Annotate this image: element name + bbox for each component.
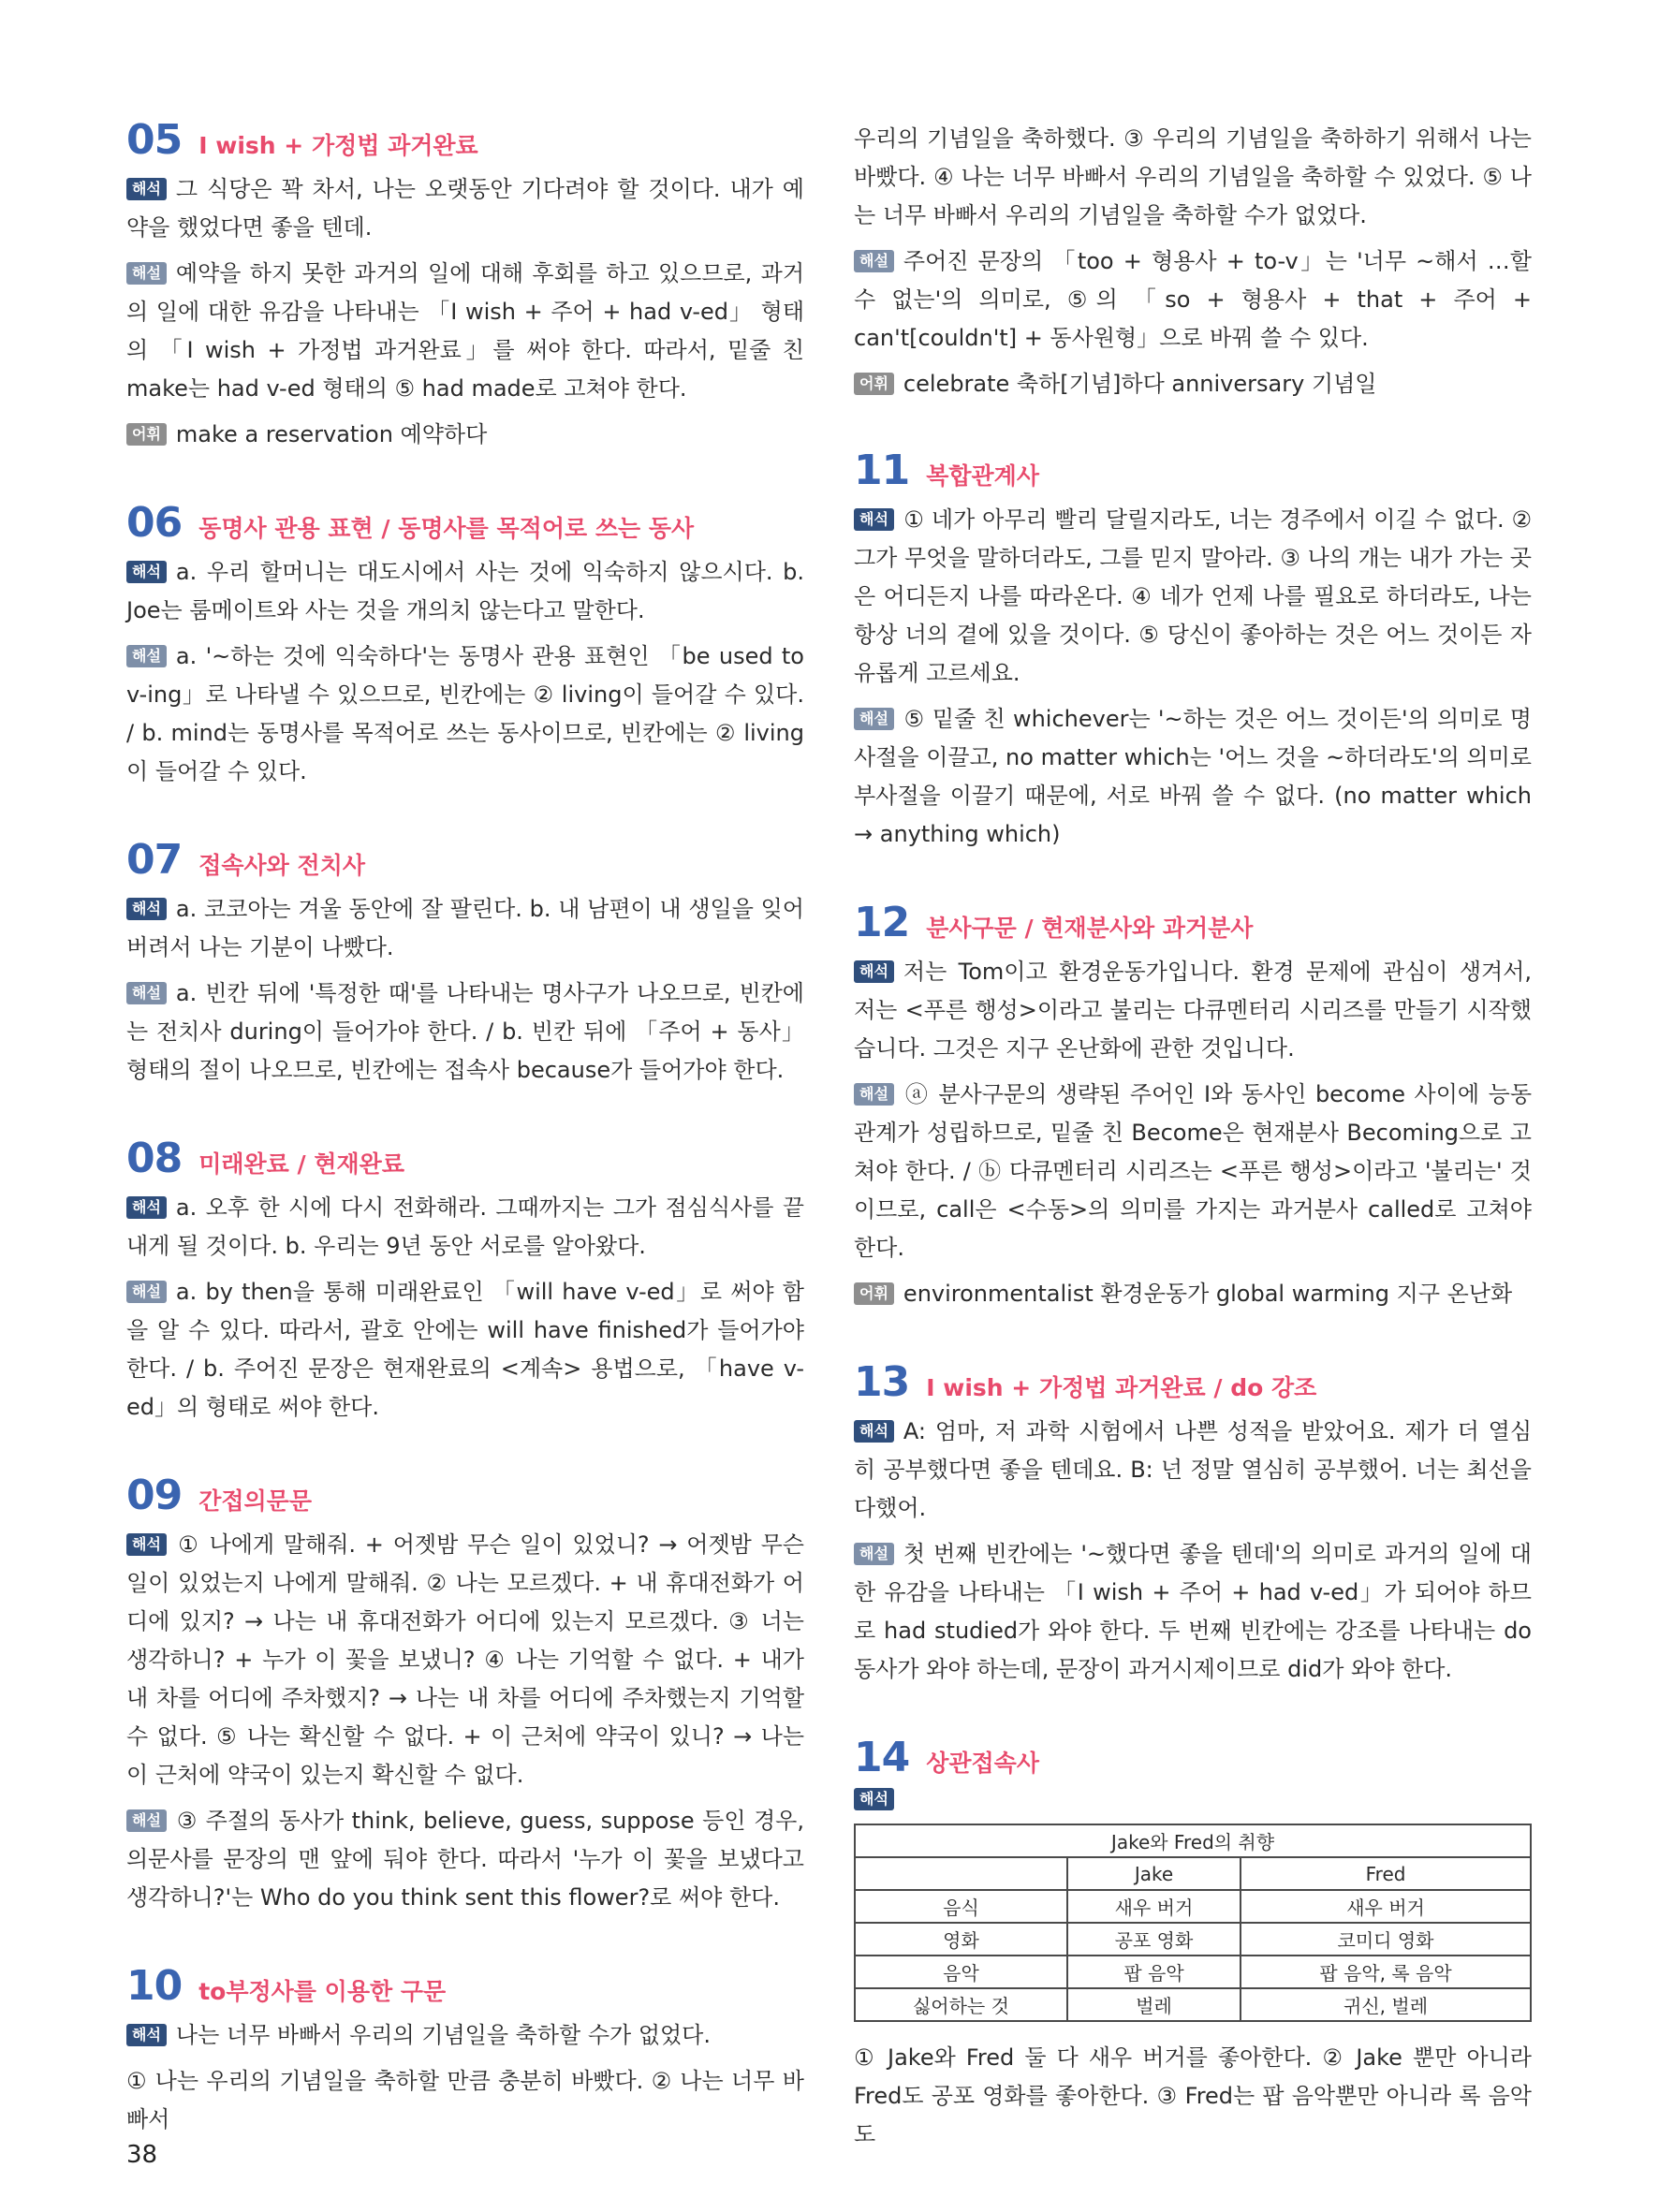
section-09 bbox=[126, 1472, 804, 1917]
label-eohwi: 어휘 bbox=[854, 373, 894, 395]
section-title: to부정사를 이용한 구문 bbox=[198, 1978, 447, 2005]
label-haeseol: 해설 bbox=[854, 1543, 894, 1565]
section-number: 14 bbox=[854, 1734, 910, 1781]
translation bbox=[126, 1189, 804, 1266]
explanation bbox=[126, 255, 804, 408]
section-header bbox=[126, 116, 804, 164]
label-haeseok: 해석 bbox=[854, 508, 894, 531]
explanation bbox=[126, 974, 804, 1090]
table-cell: 음악 bbox=[855, 1956, 1067, 1988]
section-title: 간접의문문 bbox=[198, 1487, 312, 1515]
section-13 bbox=[854, 1358, 1532, 1689]
explanation-text: 첫 번째 빈칸에는 '~했다면 좋을 텐데'의 의미로 과거의 일에 대한 유감을 나타내는 「I wish + 주어 + had v-ed」가 되어야 하므로 had studied가 와야 한다. 두 번째 빈칸에는 강조를 나타내는 do동사가 와야 하는데, 문장이 과거시제이므로 did가 와야 한다. bbox=[854, 1541, 1532, 1682]
translation-text: A: 엄마, 저 과학 시험에서 나쁜 성적을 받았어요. 제가 더 열심히 공부했다면 좋을 텐데요. B: 넌 정말 열심히 공부했어. 너는 최선을 다했어. bbox=[854, 1418, 1532, 1521]
table-cell: 코미디 영화 bbox=[1241, 1923, 1531, 1956]
translation-text: 저는 Tom이고 환경운동가입니다. 환경 문제에 관심이 생겨서, 저는 <푸른 행성>이라고 불리는 다큐멘터리 시리즈를 만들기 시작했습니다. 그것은 지구 온난화에 관한 것입니다. bbox=[854, 959, 1532, 1062]
section-14 bbox=[854, 1734, 1532, 2154]
label-haeseol: 해설 bbox=[126, 262, 167, 285]
label-haeseok: 해석 bbox=[126, 1533, 167, 1556]
explanation-text: ⑤ 밑줄 친 whichever는 '~하는 것은 어느 것이든'의 의미로 명사절을 이끌고, no matter which는 '어느 것을 ~하더라도'의 의미로 부사절을 이끌기 때문에, 서로 바꿔 쓸 수 없다. (no matter which → anything which) bbox=[854, 706, 1532, 847]
section-title: 미래완료 / 현재완료 bbox=[198, 1150, 404, 1178]
section-number: 07 bbox=[126, 836, 183, 884]
vocab bbox=[854, 1275, 1532, 1313]
section-header bbox=[126, 1135, 804, 1182]
section-07 bbox=[126, 836, 804, 1090]
explanation bbox=[854, 1535, 1532, 1689]
label-eohwi: 어휘 bbox=[854, 1282, 894, 1305]
vocab-text: celebrate 축하[기념]하다 anniversary 기념일 bbox=[903, 371, 1377, 397]
label-haeseok: 해석 bbox=[126, 2024, 167, 2046]
vocab-text: make a reservation 예약하다 bbox=[175, 421, 488, 447]
explanation-text: a. '~하는 것에 익숙하다'는 동명사 관용 표현인 「be used to v-ing」로 나타낼 수 있으므로, 빈칸에는 ② living이 들어갈 수 있다. / b. mind는 동명사를 목적어로 쓰는 동사이므로, 빈칸에는 ② living이 들어갈 수 있다. bbox=[126, 643, 804, 784]
translation-options: ① 나는 우리의 기념일을 축하할 만큼 충분히 바빴다. ② 나는 너무 바빠서 bbox=[126, 2068, 804, 2132]
translation-text: ① 네가 아무리 빨리 달릴지라도, 너는 경주에서 이길 수 없다. ② 그가 무엇을 말하더라도, 그를 믿지 말아라. ③ 나의 개는 내가 가는 곳은 어디든지 나를 따라온다. ④ 네가 언제 나를 필요로 하더라도, 나는 항상 너의 곁에 있을 것이다. ⑤ 당신이 좋아하는 것은 어느 것이든 자유롭게 고르세요. bbox=[854, 506, 1532, 686]
section-10 bbox=[126, 1962, 804, 2139]
section-header bbox=[854, 1358, 1532, 1406]
haeseok-label-row bbox=[854, 1788, 1532, 1810]
translation-text: ① 나에게 말해줘. + 어젯밤 무슨 일이 있었니? → 어젯밤 무슨 일이 있었는지 나에게 말해줘. ② 나는 모르겠다. + 내 휴대전화가 어디에 있지? → 나는 내 휴대전화가 어디에 있는지 모르겠다. ③ 너는 생각하니? + 누가 이 꽃을 보냈니? ④ 나는 기억할 수 없다. + 내가 내 차를 어디에 주차했지? → 나는 내 차를 어디에 주차했는지 기억할 수 없다. ⑤ 나는 확신할 수 없다. + 이 근처에 약국이 있니? → 나는 이 근처에 약국이 있는지 확신할 수 없다. bbox=[126, 1531, 804, 1788]
explanation bbox=[854, 1076, 1532, 1267]
explanation-text: a. by then을 통해 미래완료인 「will have v-ed」로 써야 함을 알 수 있다. 따라서, 괄호 안에는 will have finished가 들어가야 한다. / b. 주어진 문장은 현재완료의 <계속> 용법으로, 「have v-ed」의 형태로 써야 한다. bbox=[126, 1279, 804, 1420]
translation bbox=[126, 553, 804, 630]
options-text: ① Jake와 Fred 둘 다 새우 버거를 좋아한다. ② Jake 뿐만 아니라 Fred도 공포 영화를 좋아한다. ③ Fred는 팝 음악뿐만 아니라 록 음악도 bbox=[854, 2044, 1532, 2147]
vocab bbox=[126, 416, 804, 454]
explanation-text: 예약을 하지 못한 과거의 일에 대해 후회를 하고 있으므로, 과거의 일에 대한 유감을 나타내는 「I wish + 주어 + had v-ed」 형태의 「I wish + 가정법 과거완료」를 써야 한다. 따라서, 밑줄 친 make는 had v-ed 형태의 ⑤ had made로 고쳐야 한다. bbox=[126, 260, 804, 402]
table-cell: 새우 버거 bbox=[1241, 1890, 1531, 1923]
translation bbox=[126, 2016, 804, 2055]
explanation bbox=[126, 1273, 804, 1427]
section-title: 동명사 관용 표현 / 동명사를 목적어로 쓰는 동사 bbox=[198, 515, 695, 542]
section-11 bbox=[854, 447, 1532, 854]
section-title: I wish + 가정법 과거완료 / do 강조 bbox=[926, 1374, 1317, 1401]
left-column bbox=[126, 116, 804, 2188]
label-haeseok: 해석 bbox=[126, 898, 167, 920]
table-cell: 귀신, 벌레 bbox=[1241, 1988, 1531, 2021]
section-title: 접속사와 전치사 bbox=[198, 852, 365, 879]
page-number: 38 bbox=[126, 2141, 158, 2169]
translation-text: a. 오후 한 시에 다시 전화해라. 그때까지는 그가 점심식사를 끝내게 될 것이다. b. 우리는 9년 동안 서로를 알아왔다. bbox=[126, 1194, 804, 1259]
label-haeseol: 해설 bbox=[126, 982, 167, 1004]
label-haeseok: 해석 bbox=[854, 960, 894, 983]
section-08 bbox=[126, 1135, 804, 1427]
table-row bbox=[855, 1890, 1531, 1923]
table-cell: 새우 버거 bbox=[1067, 1890, 1241, 1923]
table-cell: 싫어하는 것 bbox=[855, 1988, 1067, 2021]
section-number: 09 bbox=[126, 1472, 183, 1519]
section-10-continued bbox=[854, 120, 1532, 403]
section-title: 분사구문 / 현재분사와 과거분사 bbox=[926, 915, 1254, 942]
table-cell: 영화 bbox=[855, 1923, 1067, 1956]
table-caption: Jake와 Fred의 취향 bbox=[855, 1824, 1531, 1857]
table-row bbox=[855, 1956, 1531, 1988]
label-haeseol: 해설 bbox=[126, 1281, 167, 1303]
translation-text: a. 우리 할머니는 대도시에서 사는 것에 익숙하지 않으시다. b. Joe는 룸메이트와 사는 것을 개의치 않는다고 말한다. bbox=[126, 559, 804, 623]
translation bbox=[854, 1413, 1532, 1528]
label-eohwi: 어휘 bbox=[126, 423, 167, 446]
translation-continued: 우리의 기념일을 축하했다. ③ 우리의 기념일을 축하하기 위해서 나는 바빴다. ④ 나는 너무 바빠서 우리의 기념일을 축하할 수 있었다. ⑤ 나는 너무 바빠서 우리의 기념일을 축하할 수가 없었다. bbox=[854, 125, 1532, 228]
preference-table bbox=[854, 1824, 1532, 2022]
explanation bbox=[126, 1802, 804, 1917]
table-cell: 벌레 bbox=[1067, 1988, 1241, 2021]
section-number: 06 bbox=[126, 499, 183, 547]
label-haeseok: 해석 bbox=[126, 1196, 167, 1219]
label-haeseok: 해석 bbox=[854, 1788, 894, 1810]
preference-table-wrap bbox=[854, 1824, 1532, 2022]
explanation-text: ③ 주절의 동사가 think, believe, guess, suppose 등인 경우, 의문사를 문장의 맨 앞에 둬야 한다. 따라서 '누가 이 꽃을 보냈다고 생각하니?'는 Who do you think sent this flower?로 써야 한다. bbox=[126, 1808, 804, 1911]
translation bbox=[126, 1526, 804, 1795]
section-06 bbox=[126, 499, 804, 791]
header-cell: Jake bbox=[1067, 1857, 1241, 1890]
translation bbox=[854, 501, 1532, 693]
table-cell: 공포 영화 bbox=[1067, 1923, 1241, 1956]
section-title: 복합관계사 bbox=[926, 462, 1039, 490]
section-title: 상관접속사 bbox=[926, 1750, 1039, 1777]
right-column bbox=[854, 120, 1532, 2203]
explanation-text: 주어진 문장의 「too + 형용사 + to-v」는 '너무 ~해서 …할 수 없는'의 의미로, ⑤의 「so + 형용사 + that + 주어 + can't[couldn't] + 동사원형」으로 바꿔 쓸 수 있다. bbox=[854, 248, 1532, 351]
header-cell: Fred bbox=[1241, 1857, 1531, 1890]
label-haeseok: 해석 bbox=[854, 1420, 894, 1443]
section-05 bbox=[126, 116, 804, 454]
translation bbox=[854, 953, 1532, 1068]
label-haeseol: 해설 bbox=[126, 1809, 167, 1832]
table-row bbox=[855, 1988, 1531, 2021]
label-haeseol: 해설 bbox=[126, 645, 167, 667]
translation bbox=[126, 890, 804, 967]
explanation bbox=[126, 637, 804, 791]
translation-text: 그 식당은 꽉 차서, 나는 오랫동안 기다려야 할 것이다. 내가 예약을 했었다면 좋을 텐데. bbox=[126, 176, 804, 241]
explanation-text: a. 빈칸 뒤에 '특정한 때'를 나타내는 명사구가 나오므로, 빈칸에는 전치사 during이 들어가야 한다. / b. 빈칸 뒤에 「주어 + 동사」 형태의 절이 나오므로, 빈칸에는 접속사 because가 들어가야 한다. bbox=[126, 980, 804, 1083]
section-header bbox=[126, 836, 804, 884]
section-header bbox=[854, 899, 1532, 946]
table-cell: 팝 음악, 록 음악 bbox=[1241, 1956, 1531, 1988]
section-header bbox=[126, 499, 804, 547]
vocab bbox=[854, 365, 1532, 403]
section-number: 13 bbox=[854, 1358, 910, 1406]
label-haeseol: 해설 bbox=[854, 250, 894, 272]
section-header bbox=[854, 447, 1532, 494]
section-number: 12 bbox=[854, 899, 910, 946]
section-number: 10 bbox=[126, 1962, 183, 2010]
section-number: 08 bbox=[126, 1135, 183, 1182]
translation-text: a. 코코아는 겨울 동안에 잘 팔린다. b. 내 남편이 내 생일을 잊어버려서 나는 기분이 나빴다. bbox=[126, 896, 804, 960]
section-12 bbox=[854, 899, 1532, 1313]
section-header bbox=[126, 1472, 804, 1519]
section-number: 11 bbox=[854, 447, 910, 494]
explanation bbox=[854, 242, 1532, 358]
translation bbox=[126, 170, 804, 247]
section-number: 05 bbox=[126, 116, 183, 164]
table-caption-row bbox=[855, 1824, 1531, 1857]
table-cell: 팝 음악 bbox=[1067, 1956, 1241, 1988]
section-header bbox=[126, 1962, 804, 2010]
label-haeseol: 해설 bbox=[854, 708, 894, 730]
section-header bbox=[854, 1734, 1532, 1781]
label-haeseok: 해석 bbox=[126, 561, 167, 583]
table-cell: 음식 bbox=[855, 1890, 1067, 1923]
header-cell bbox=[855, 1857, 1067, 1890]
vocab-text: environmentalist 환경운동가 global warming 지구 온난화 bbox=[903, 1281, 1513, 1307]
table-row bbox=[855, 1923, 1531, 1956]
explanation-text: ⓐ 분사구문의 생략된 주어인 I와 동사인 become 사이에 능동 관계가 성립하므로, 밑줄 친 Become은 현재분사 Becoming으로 고쳐야 한다. / ⓑ 다큐멘터리 시리즈는 <푸른 행성>이라고 '불리는' 것이므로, call은 <수동>의 의미를 가지는 과거분사 called로 고쳐야 한다. bbox=[854, 1081, 1532, 1261]
table-header-row bbox=[855, 1857, 1531, 1890]
translation-text: 나는 너무 바빠서 우리의 기념일을 축하할 수가 없었다. bbox=[175, 2022, 711, 2048]
label-haeseol: 해설 bbox=[854, 1083, 894, 1106]
label-haeseok: 해석 bbox=[126, 178, 167, 200]
section-title: I wish + 가정법 과거완료 bbox=[198, 132, 478, 159]
explanation bbox=[854, 700, 1532, 854]
